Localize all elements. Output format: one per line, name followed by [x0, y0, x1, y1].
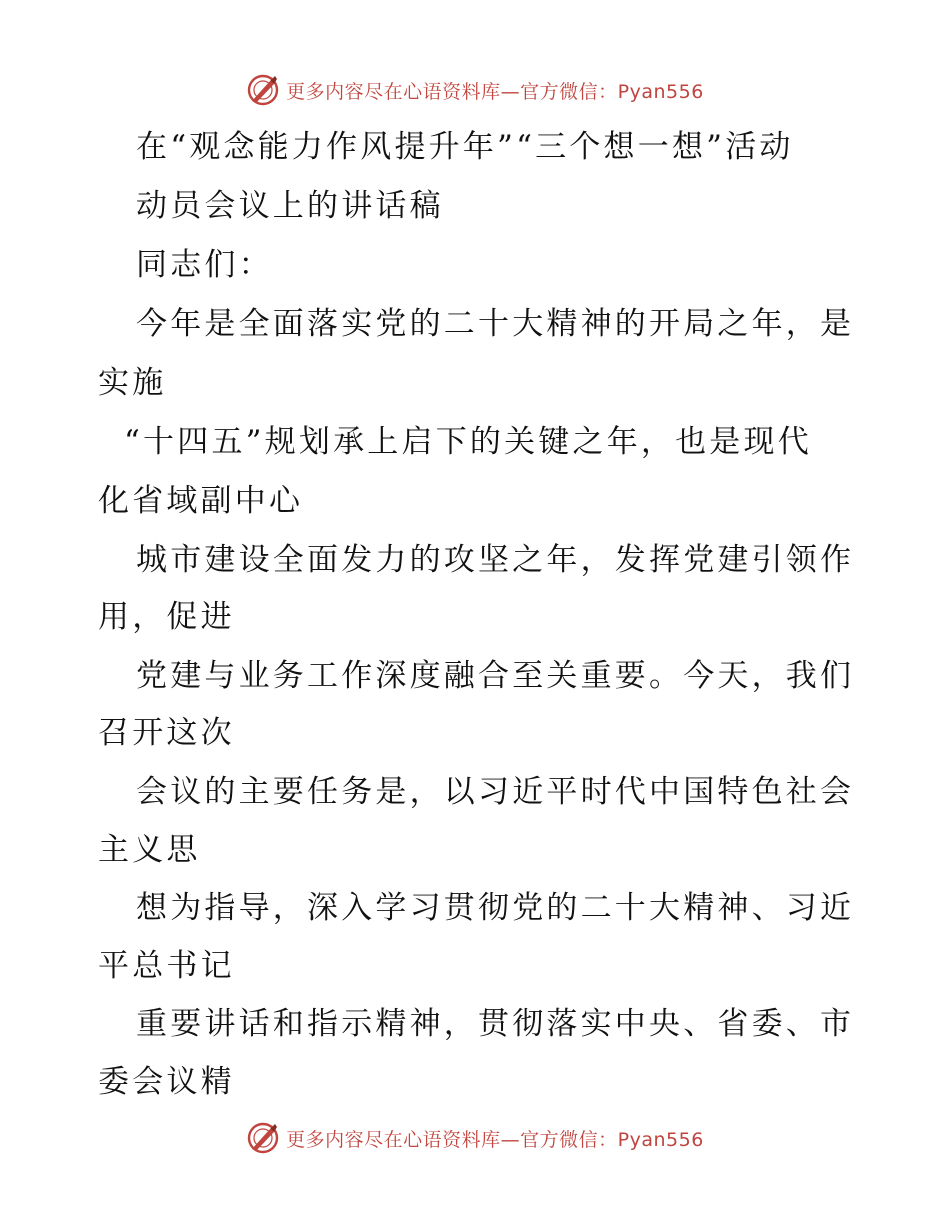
- paragraph-line: 会议的主要任务是，以习近平时代中国特色社会: [136, 774, 855, 810]
- paragraph-line: 实施: [98, 365, 167, 401]
- paragraph-line: 主义思: [98, 832, 201, 868]
- paragraph-line: 党建与业务工作深度融合至关重要。今天，我们: [136, 658, 855, 694]
- document-title-line-1: 在“观念能力作风提升年”“三个想一想”活动: [136, 129, 794, 165]
- paragraph-line: 化省域副中心: [98, 483, 304, 519]
- paragraph-line: 委会议精: [98, 1064, 235, 1100]
- paragraph-line: 城市建设全面发力的攻坚之年，发挥党建引领作: [136, 542, 855, 578]
- paragraph-line: 重要讲话和指示精神，贯彻落实中央、省委、市: [136, 1006, 855, 1042]
- header-watermark: [0, 70, 950, 110]
- pen-circle-logo-icon: [246, 1121, 280, 1155]
- watermark-text: 更多内容尽在心语资料库—官方微信：Pyan556: [286, 1128, 704, 1151]
- document-title-line-2: 动员会议上的讲话稿: [136, 188, 444, 224]
- paragraph-line: 召开这次: [98, 715, 235, 751]
- paragraph-line: “十四五”规划承上启下的关键之年，也是现代: [124, 424, 812, 460]
- paragraph-line: 用，促进: [98, 599, 235, 635]
- watermark-text: 更多内容尽在心语资料库—官方微信：Pyan556: [286, 80, 704, 103]
- paragraph-line: 想为指导，深入学习贯彻党的二十大精神、习近: [136, 890, 855, 926]
- paragraph-line: 今年是全面落实党的二十大精神的开局之年，是: [136, 306, 855, 342]
- salutation: 同志们：: [136, 247, 273, 283]
- paragraph-line: 平总书记: [98, 948, 235, 984]
- pen-circle-logo-icon: [246, 73, 280, 107]
- footer-watermark: [0, 1118, 950, 1158]
